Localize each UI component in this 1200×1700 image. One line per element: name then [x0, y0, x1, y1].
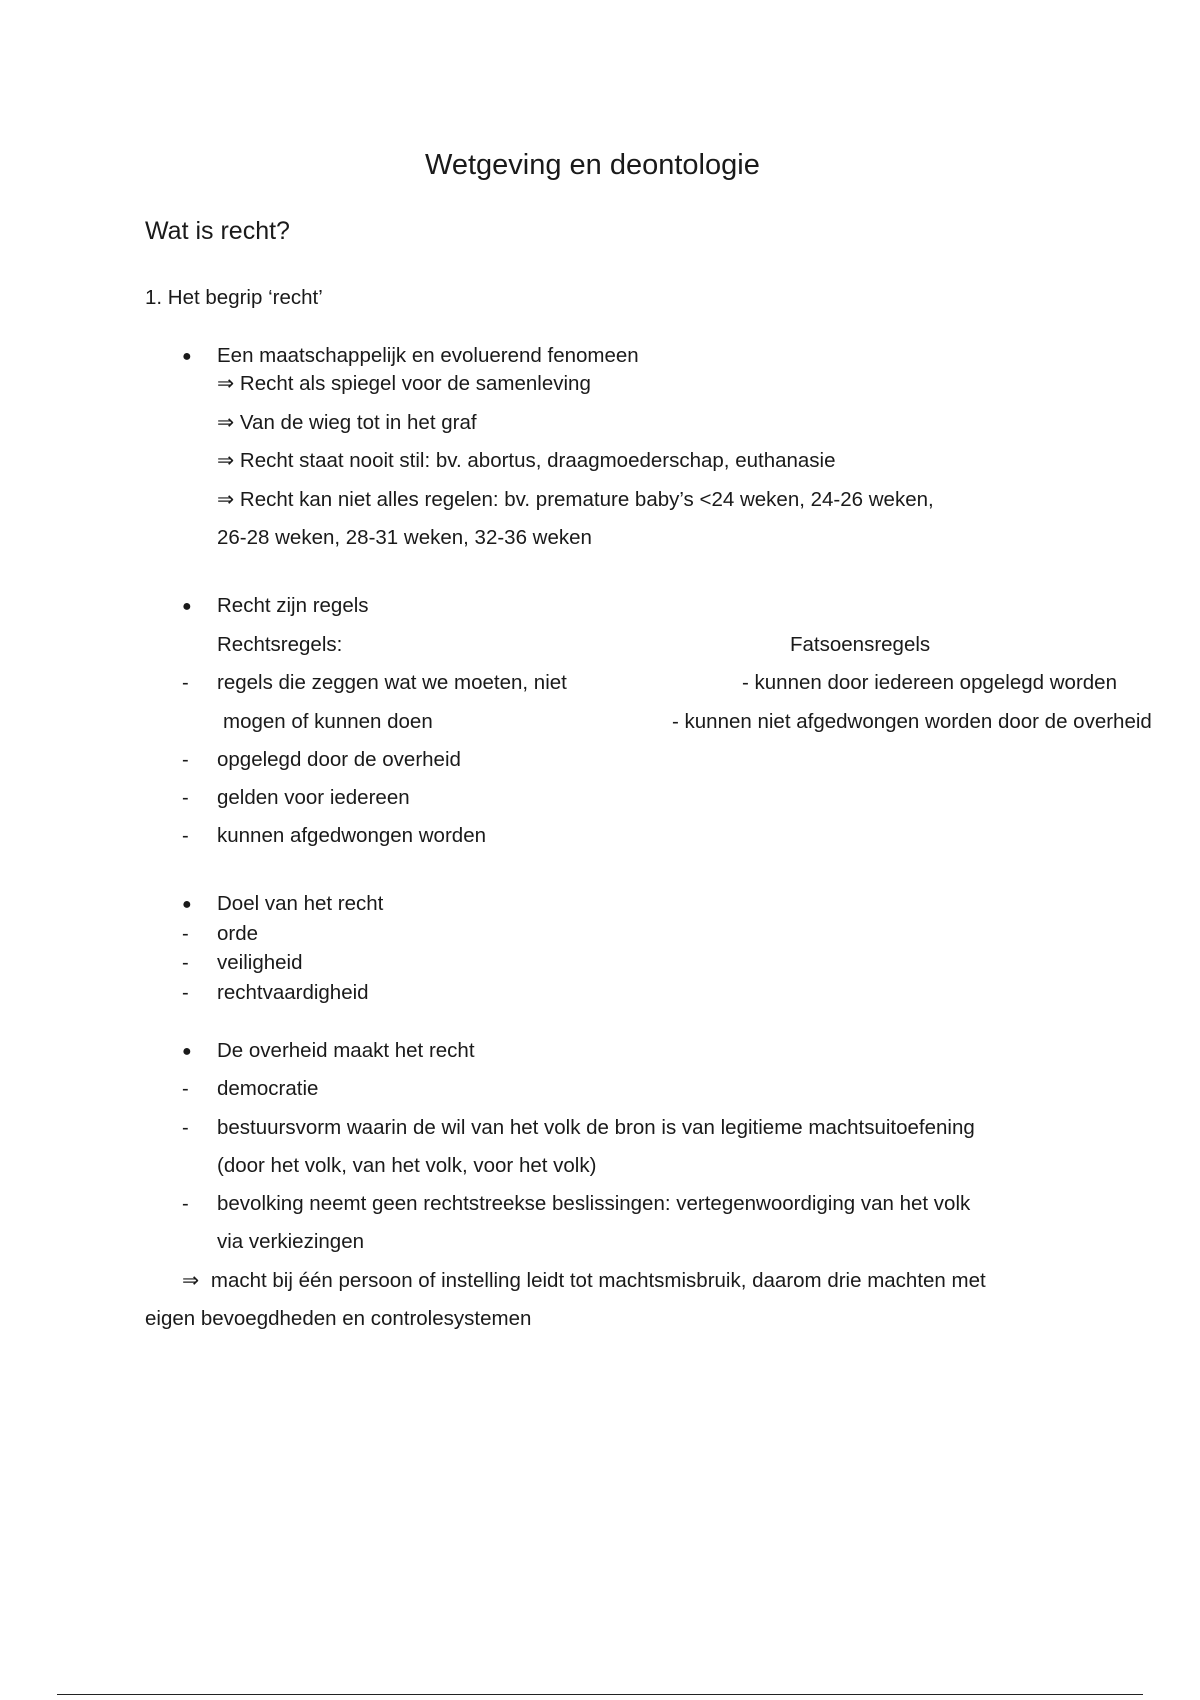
footer-divider: [57, 1694, 1143, 1695]
list-item: - kunnen door iedereen opgelegd worden: [742, 671, 1117, 694]
list-item: regels die zeggen wat we moeten, niet: [217, 671, 567, 694]
dash-icon: -: [182, 923, 189, 945]
dash-icon: -: [182, 952, 189, 974]
arrow-icon: ⇒: [182, 1269, 200, 1292]
list-item: gelden voor iedereen: [217, 786, 410, 809]
dash-icon: -: [182, 749, 189, 771]
page-title: Wetgeving en deontologie: [425, 149, 760, 181]
dash-icon: -: [182, 1078, 189, 1100]
arrow-line: ⇒ Recht als spiegel voor de samenleving: [217, 372, 591, 395]
dash-icon: -: [182, 672, 189, 694]
dash-icon: -: [182, 1117, 189, 1139]
arrow-line: ⇒ Recht kan niet alles regelen: bv. premature baby’s <24 weken, 24-26 weken,: [217, 488, 934, 511]
fatsoensregels-header: Fatsoensregels: [790, 633, 931, 656]
list-item: mogen of kunnen doen: [223, 710, 433, 733]
list-item: democratie: [217, 1077, 319, 1100]
bullet-icon: ●: [182, 598, 192, 615]
dash-icon: -: [182, 825, 189, 847]
arrow-icon: ⇒: [217, 488, 235, 511]
conclusion-line: ⇒ macht bij één persoon of instelling leidt tot machtsmisbruik, daarom drie machten met: [182, 1269, 986, 1292]
list-item: kunnen afgedwongen worden: [217, 824, 486, 847]
conclusion-continuation: eigen bevoegdheden en controlesystemen: [145, 1307, 532, 1330]
arrow-icon: ⇒: [217, 449, 235, 472]
list-item: rechtvaardigheid: [217, 981, 369, 1004]
bullet-icon: ●: [182, 896, 192, 913]
arrow-icon: ⇒: [217, 372, 235, 395]
list-item: orde: [217, 922, 259, 945]
list-item-continuation: (door het volk, van het volk, voor het volk): [217, 1154, 597, 1177]
arrow-icon: ⇒: [217, 411, 235, 434]
section-heading: Wat is recht?: [145, 217, 290, 245]
list-item: - kunnen niet afgedwongen worden door de overheid: [672, 710, 1152, 733]
bullet-text: Doel van het recht: [217, 892, 384, 915]
dash-icon: -: [182, 982, 189, 1004]
bullet-text: De overheid maakt het recht: [217, 1039, 475, 1062]
list-item: opgelegd door de overheid: [217, 748, 461, 771]
rechtsregels-header: Rechtsregels:: [217, 633, 343, 656]
list-item: bevolking neemt geen rechtstreekse beslissingen: vertegenwoordiging van het volk: [217, 1192, 971, 1215]
list-item: bestuursvorm waarin de wil van het volk de bron is van legitieme machtsuitoefening: [217, 1116, 975, 1139]
bullet-icon: ●: [182, 1043, 192, 1060]
arrow-line: ⇒ Van de wieg tot in het graf: [217, 411, 477, 434]
list-item: veiligheid: [217, 951, 303, 974]
continuation-line: 26-28 weken, 28-31 weken, 32-36 weken: [217, 526, 592, 549]
bullet-text: Recht zijn regels: [217, 594, 369, 617]
list-item-continuation: via verkiezingen: [217, 1230, 364, 1253]
arrow-line: ⇒ Recht staat nooit stil: bv. abortus, draagmoederschap, euthanasie: [217, 449, 836, 472]
dash-icon: -: [182, 1193, 189, 1215]
dash-icon: -: [182, 787, 189, 809]
bullet-text: Een maatschappelijk en evoluerend fenomeen: [217, 344, 639, 367]
subsection-heading: 1. Het begrip ‘recht’: [145, 286, 323, 309]
bullet-icon: ●: [182, 348, 192, 365]
